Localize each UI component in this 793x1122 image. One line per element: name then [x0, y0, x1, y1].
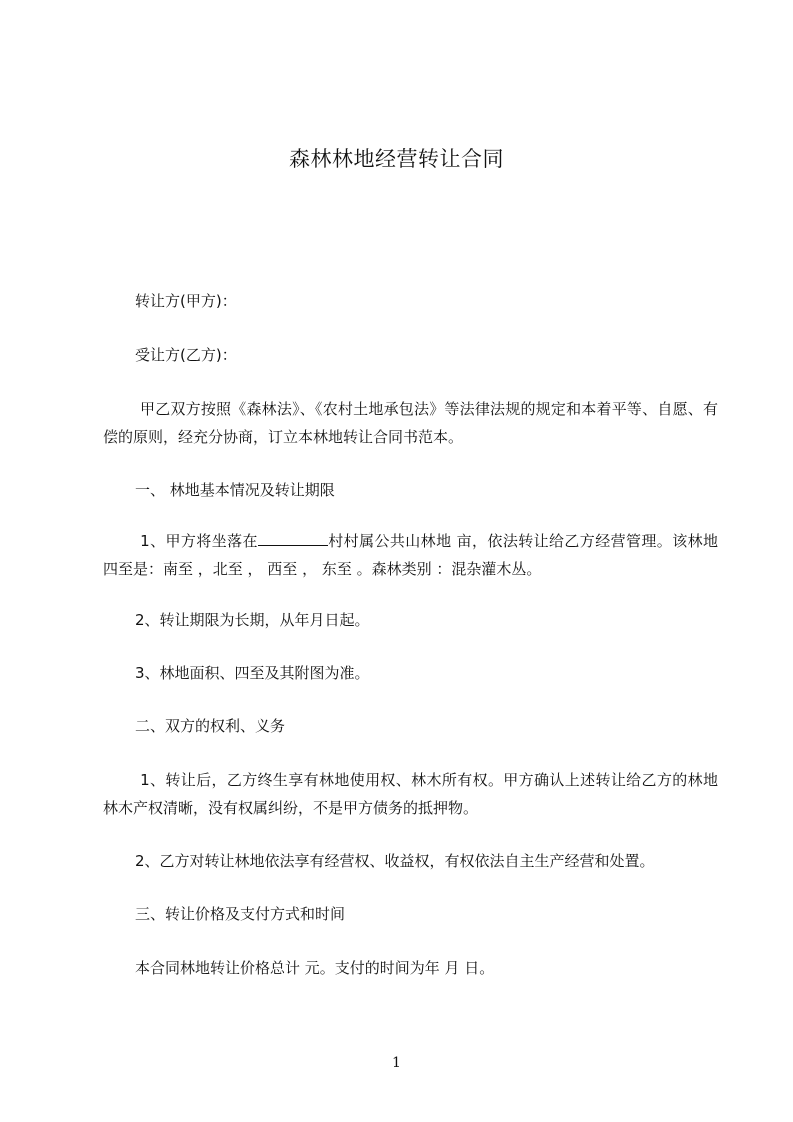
- page-number: 1: [392, 1055, 401, 1071]
- section1-item1-part2: 村村属公共山林地 亩，依法转让给乙方经营管理。该林地四至是：南至 ，北至 ， 西至 ， 东至 。森林类别 ：混杂灌木丛。: [103, 532, 718, 578]
- section2-item1: [103, 766, 718, 822]
- section2-heading: 二、双方的权利、义务: [135, 717, 286, 735]
- transferor-line: 转让方(甲方)：: [135, 292, 237, 310]
- intro-text: 甲乙双方按照《森林法》、《农村土地承包法》等法律法规的规定和本着平等、自愿、有偿的原则，经充分协商，订立本林地转让合同书范本。: [103, 400, 718, 446]
- section2-item2: 2、乙方对转让林地依法享有经营权、收益权，有权依法自主生产经营和处置。: [135, 852, 655, 870]
- section1-item1-part1: 1、甲方将坐落在: [135, 532, 258, 550]
- section3-item1: 本合同林地转让价格总计 元。支付的时间为年 月 日。: [135, 959, 495, 977]
- section3-heading: 三、转让价格及支付方式和时间: [135, 905, 346, 923]
- section1-item1: [103, 527, 718, 583]
- document-title: 森林林地经营转让合同: [289, 147, 504, 171]
- section2-item1-text: 1、转让后，乙方终生享有林地使用权、林木所有权。甲方确认上述转让给乙方的林地林木产权清晰，没有权属纠纷，不是甲方债务的抵押物。: [103, 771, 718, 817]
- section1-item3: 3、林地面积、四至及其附图为准。: [135, 664, 370, 682]
- intro-paragraph: [103, 395, 718, 451]
- section1-item2: 2、转让期限为长期，从年月日起。: [135, 611, 370, 629]
- transferee-line: 受让方(乙方)：: [135, 346, 237, 364]
- location-blank: [258, 531, 328, 546]
- section1-heading: 一、 林地基本情况及转让期限: [135, 481, 335, 499]
